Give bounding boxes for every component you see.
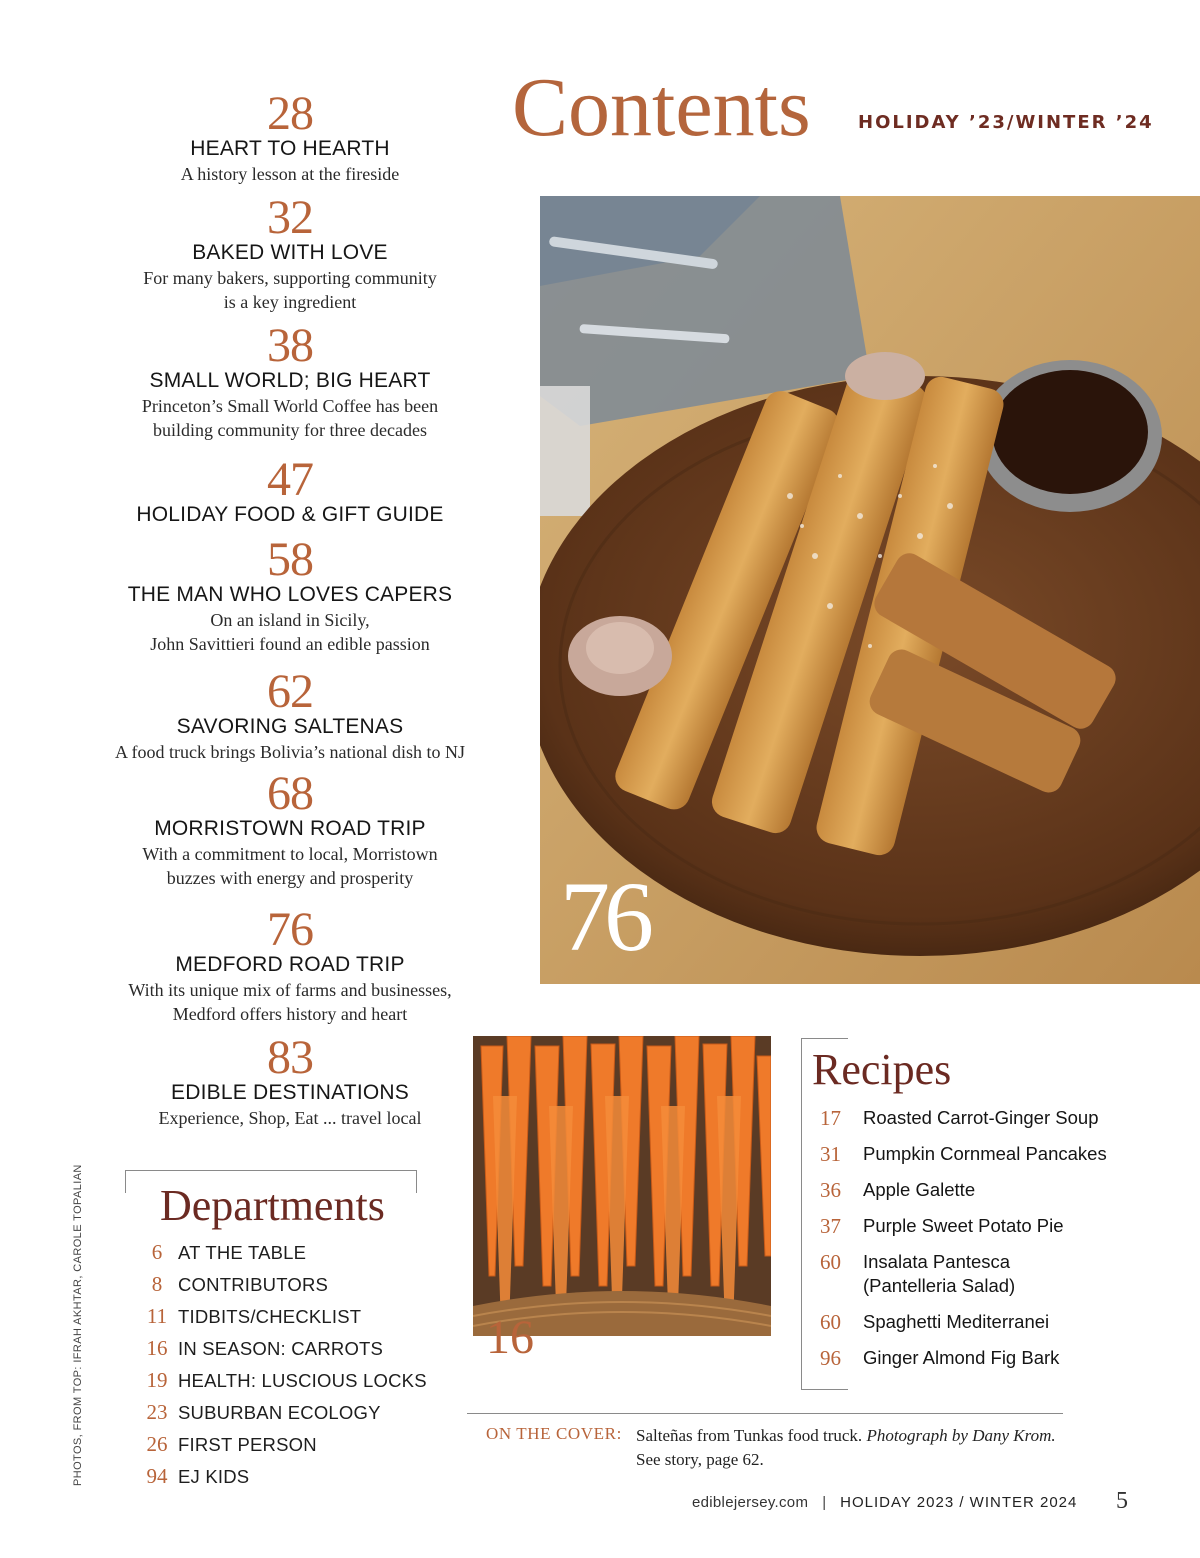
feature-description: A history lesson at the fireside — [180, 164, 400, 184]
department-name: SUBURBAN ECOLOGY — [178, 1402, 381, 1423]
issue-label: HOLIDAY ’23/WINTER ’24 — [858, 112, 1154, 133]
cover-photo-credit: Photograph by Dany Krom. — [866, 1426, 1056, 1445]
recipe-item[interactable] — [820, 1142, 1200, 1166]
department-name: IN SEASON: CARROTS — [178, 1338, 384, 1359]
recipe-name: Insalata Pantesca (Pantelleria Salad) — [863, 1251, 1016, 1296]
department-name: EJ KIDS — [178, 1466, 250, 1487]
footer-issue: HOLIDAY 2023 / WINTER 2024 — [840, 1494, 1078, 1511]
recipe-page-number: 96 — [820, 1346, 841, 1370]
department-page-number: 8 — [151, 1272, 163, 1296]
page-title: Contents — [512, 61, 811, 154]
feature-description: With a commitment to local, Morristown buzzes with energy and prosperity — [142, 844, 438, 888]
feature-title: MORRISTOWN ROAD TRIP — [154, 817, 426, 840]
cover-description: Salteñas from Tunkas food truck. — [636, 1426, 863, 1445]
recipe-page-number: 60 — [820, 1310, 841, 1334]
recipe-name: Spaghetti Mediterranei — [863, 1311, 1050, 1332]
footer-separator: | — [822, 1494, 827, 1511]
feature-description: With its unique mix of farms and businesses, Medford offers history and heart — [128, 980, 452, 1024]
recipe-page-number: 36 — [820, 1178, 841, 1202]
cover-label: ON THE COVER: — [486, 1424, 622, 1443]
feature-item[interactable] — [90, 191, 490, 324]
cover-see-story: See story, page 62. — [636, 1450, 764, 1469]
department-item[interactable] — [136, 1464, 436, 1496]
recipe-item[interactable] — [820, 1178, 1200, 1202]
feature-page-number: 28 — [267, 87, 313, 140]
recipe-item[interactable] — [820, 1214, 1200, 1238]
department-page-number: 23 — [146, 1400, 168, 1424]
department-page-number: 26 — [146, 1432, 168, 1456]
recipe-name: Ginger Almond Fig Bark — [863, 1347, 1060, 1368]
feature-description: Princeton’s Small World Coffee has been building community for three decades — [141, 396, 439, 440]
recipe-item[interactable] — [820, 1346, 1200, 1370]
department-item[interactable] — [136, 1240, 436, 1272]
recipe-item[interactable] — [820, 1310, 1200, 1334]
recipe-page-number: 17 — [820, 1106, 841, 1130]
department-page-number: 19 — [146, 1368, 168, 1392]
cover-divider — [467, 1413, 1063, 1414]
recipe-page-number: 60 — [820, 1250, 841, 1274]
feature-item[interactable] — [90, 1031, 490, 1140]
cover-note — [636, 1424, 1086, 1472]
recipes-heading: Recipes — [812, 1045, 952, 1094]
feature-page-number: 32 — [267, 191, 313, 244]
departments-heading: Departments — [160, 1181, 385, 1230]
feature-item[interactable] — [90, 453, 490, 538]
feature-description: On an island in Sicily, John Savittieri found an edible passion — [150, 610, 430, 654]
features-list — [90, 87, 490, 1140]
department-page-number: 16 — [146, 1336, 168, 1360]
recipe-item[interactable] — [820, 1250, 1200, 1298]
recipe-name: Pumpkin Cornmeal Pancakes — [863, 1143, 1107, 1164]
feature-title: THE MAN WHO LOVES CAPERS — [127, 583, 453, 606]
feature-description: For many bakers, supporting community is a key ingredient — [143, 268, 437, 312]
feature-page-number: 38 — [267, 319, 313, 372]
feature-title: EDIBLE DESTINATIONS — [171, 1081, 409, 1104]
recipe-item[interactable] — [820, 1106, 1200, 1130]
photo-credit: PHOTOS, FROM TOP: IFRAH AKHTAR, CAROLE TOPALIAN — [72, 1164, 84, 1486]
feature-title: SMALL WORLD; BIG HEART — [149, 369, 431, 392]
department-item[interactable] — [136, 1400, 436, 1432]
recipe-name: Roasted Carrot-Ginger Soup — [863, 1107, 1099, 1128]
department-name: AT THE TABLE — [178, 1242, 307, 1263]
department-name: TIDBITS/CHECKLIST — [178, 1306, 362, 1327]
feature-page-number: 62 — [267, 665, 313, 718]
carrots-illustration — [473, 1036, 771, 1336]
department-page-number: 6 — [151, 1240, 163, 1264]
carrots-photo-page-number: 16 — [486, 1311, 534, 1364]
department-name: FIRST PERSON — [178, 1434, 317, 1455]
department-item[interactable] — [136, 1304, 436, 1336]
feature-page-number: 83 — [267, 1031, 313, 1084]
feature-item[interactable] — [90, 665, 490, 772]
departments-list — [136, 1240, 436, 1496]
feature-page-number: 47 — [267, 453, 313, 506]
feature-item[interactable] — [90, 533, 490, 670]
footer — [692, 1494, 1077, 1511]
department-page-number: 94 — [146, 1464, 168, 1488]
feature-description: A food truck brings Bolivia’s national dish to NJ — [115, 742, 465, 762]
department-name: HEALTH: LUSCIOUS LOCKS — [178, 1370, 427, 1391]
feature-title: HEART TO HEARTH — [190, 137, 390, 160]
recipe-page-number: 31 — [820, 1142, 841, 1166]
footer-website[interactable]: ediblejersey.com — [692, 1494, 809, 1511]
feature-title: HOLIDAY FOOD & GIFT GUIDE — [136, 503, 444, 526]
page-number: 5 — [1116, 1488, 1128, 1514]
feature-page-number: 68 — [267, 767, 313, 820]
department-item[interactable] — [136, 1336, 436, 1368]
feature-title: BAKED WITH LOVE — [192, 241, 388, 264]
department-item[interactable] — [136, 1368, 436, 1400]
churros-photo-page-number: 76 — [560, 861, 648, 972]
feature-title: SAVORING SALTENAS — [176, 715, 404, 738]
carrots-photo[interactable] — [473, 1036, 771, 1336]
feature-item[interactable] — [90, 319, 490, 458]
recipe-page-number: 37 — [820, 1214, 841, 1238]
feature-page-number: 76 — [267, 903, 313, 956]
department-page-number: 11 — [146, 1304, 168, 1328]
feature-item[interactable] — [90, 87, 490, 196]
recipe-name: Apple Galette — [863, 1179, 976, 1200]
feature-page-number: 58 — [267, 533, 313, 586]
feature-title: MEDFORD ROAD TRIP — [175, 953, 405, 976]
department-name: CONTRIBUTORS — [178, 1274, 329, 1295]
department-item[interactable] — [136, 1272, 436, 1304]
recipes-list — [820, 1106, 1200, 1382]
feature-item[interactable] — [90, 903, 490, 1036]
department-item[interactable] — [136, 1432, 436, 1464]
feature-item[interactable] — [90, 767, 490, 908]
recipe-name: Purple Sweet Potato Pie — [863, 1215, 1064, 1236]
feature-description: Experience, Shop, Eat ... travel local — [158, 1108, 422, 1128]
